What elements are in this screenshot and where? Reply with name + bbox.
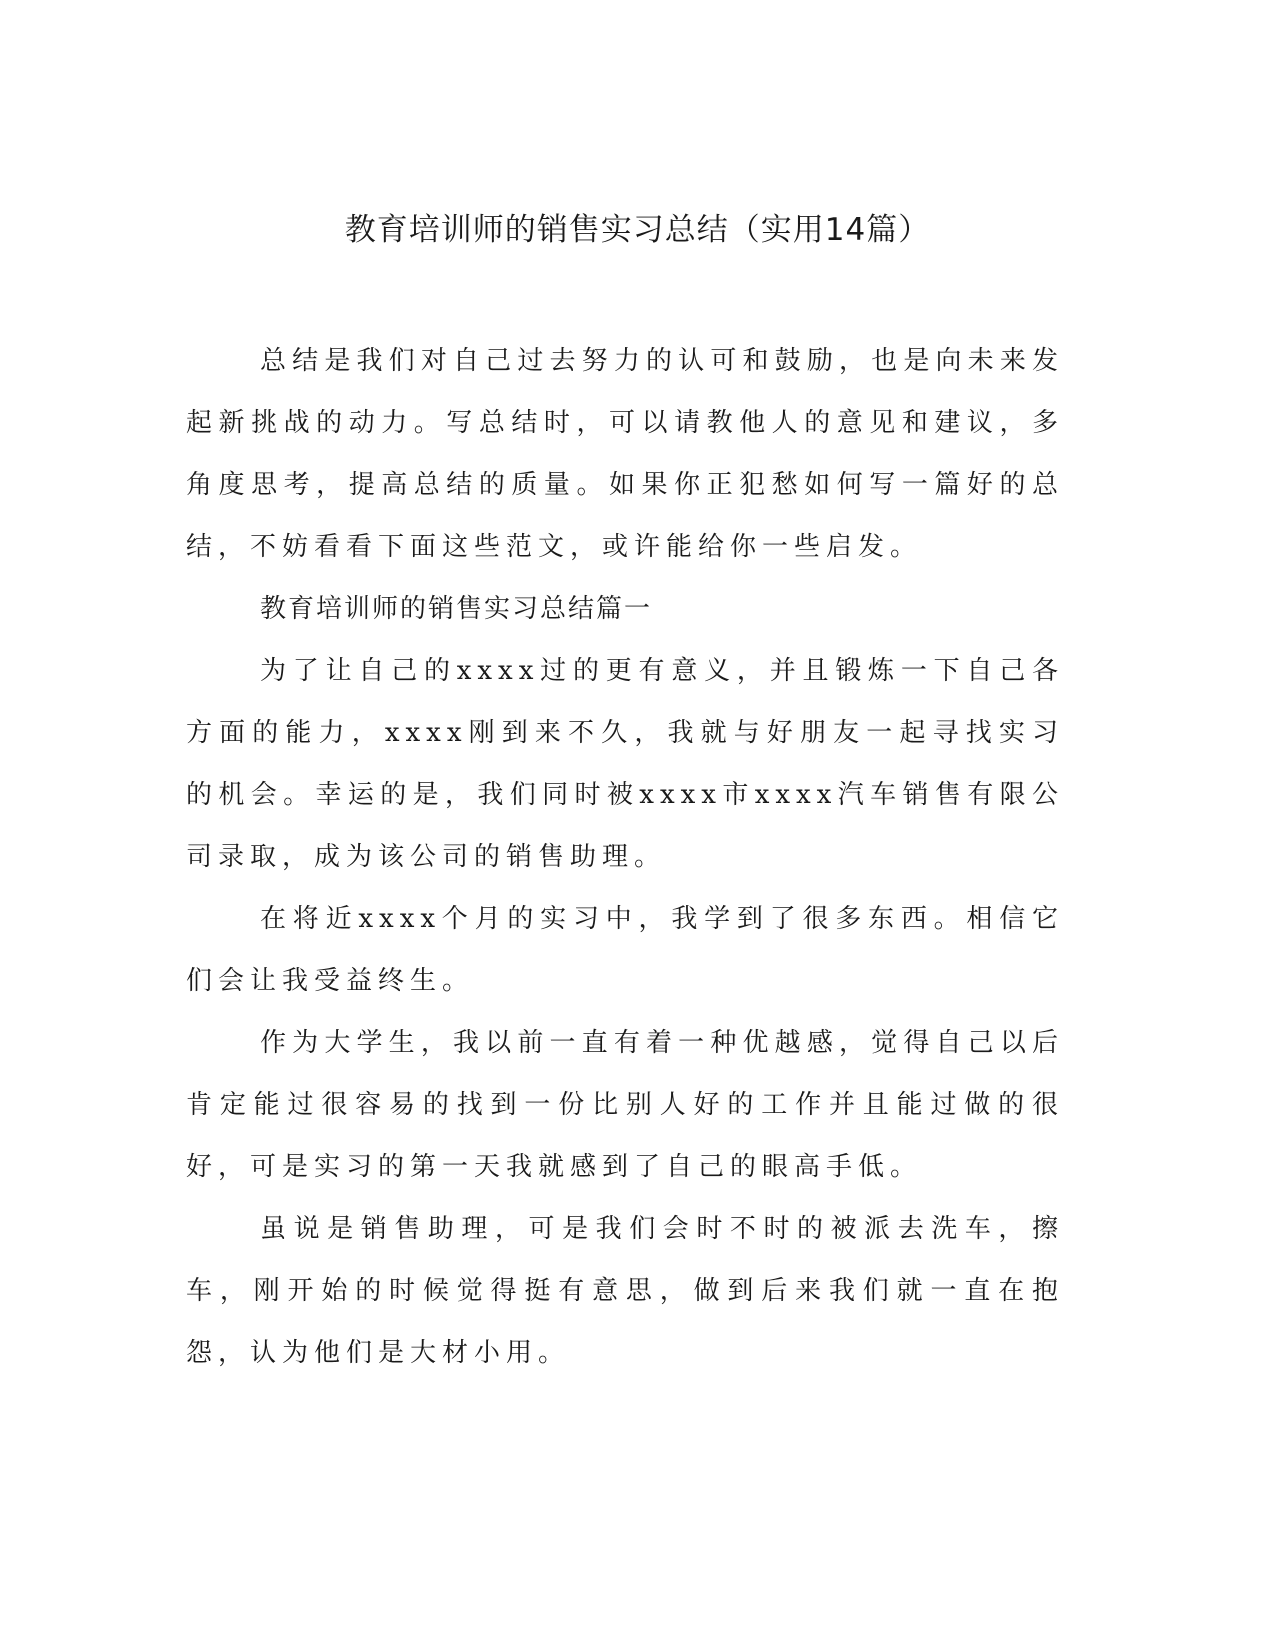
body-paragraph: 为了让自己的xxxx过的更有意义，并且锻炼一下自己各方面的能力，xxxx刚到来不久，我就与好朋友一起寻找实习的机会。幸运的是，我们同时被xxxx市xxxx汽车销售有限公司录取，成为该公司的销售助理。 (186, 656, 1064, 872)
document-title: 教育培训师的销售实习总结（实用14篇） (344, 212, 931, 248)
intro-paragraph: 总结是我们对自己过去努力的认可和鼓励，也是向未来发起新挑战的动力。写总结时，可以请教他人的意见和建议，多角度思考，提高总结的质量。如果你正犯愁如何写一篇好的总结，不妨看看下面这些范文，或许能给你一些启发。 (186, 346, 1064, 562)
body-paragraph: 作为大学生，我以前一直有着一种优越感，觉得自己以后肯定能过很容易的找到一份比别人好的工作并且能过做的很好，可是实习的第一天我就感到了自己的眼高手低。 (186, 1028, 1064, 1182)
body-paragraph: 虽说是销售助理，可是我们会时不时的被派去洗车，擦车，刚开始的时候觉得挺有意思，做到后来我们就一直在抱怨，认为他们是大材小用。 (186, 1214, 1064, 1368)
document-body (186, 330, 1064, 1384)
section-heading: 教育培训师的销售实习总结篇一 (260, 594, 653, 624)
body-paragraph: 在将近xxxx个月的实习中，我学到了很多东西。相信它们会让我受益终生。 (186, 904, 1064, 996)
